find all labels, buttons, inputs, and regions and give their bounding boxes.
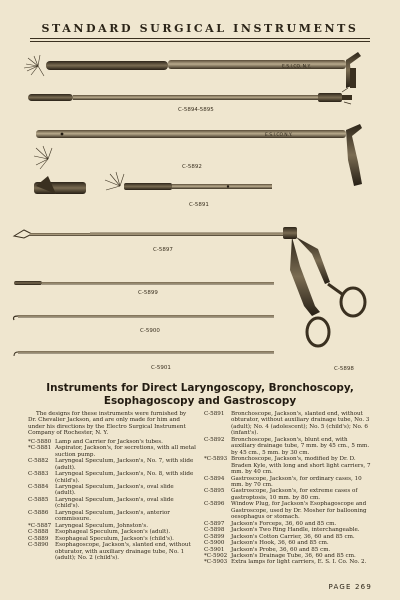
entry-code: C-5882 [28, 458, 49, 465]
entry-description: Laryngeal Speculum, Jackson's, oval slide (child's). [55, 496, 174, 510]
entry-code: C-5886 [28, 509, 49, 516]
entry-description: Jackson's Two Ring Handle, interchangeable. [231, 527, 360, 534]
label-c-5897: C-5897 [153, 247, 173, 253]
entry-code: C-5890 [28, 542, 49, 549]
catalog-entry [204, 476, 372, 489]
forceps-drawing [14, 227, 365, 346]
catalog-entry [204, 437, 372, 456]
label-c-5891: C-5891 [189, 202, 209, 208]
entry-code: *C-5893 [204, 456, 228, 463]
entry-code: *C-5881 [28, 445, 52, 452]
catalog-entry [28, 510, 196, 523]
label-c-5899: C-5899 [138, 290, 158, 296]
entry-code: C-5888 [28, 529, 49, 536]
catalog-entry [28, 458, 196, 471]
label-c-5894-5895: C-5894-5895 [178, 107, 214, 113]
entry-description: Jackson's Cotton Carrier, 36, 60 and 85 cm. [231, 533, 355, 540]
intro-paragraph: The designs for these instruments were furnished by Dr. Chevalier Jackson, and are only made for him and under his directions by the Electro Surgical Instrument Company of Rochester, N. Y. [28, 411, 187, 437]
entry-description: Bronchoscope, Jackson's, modified by Dr. D. Braden Kyle, with long and short light carriers, 7 mm. by 40 cm. [231, 456, 371, 476]
entry-code: *C-5880 [28, 438, 52, 445]
entry-description: Bronchoscope, Jackson's, slanted end, without obturator, without auxiliary drainage tube, No. 3 (adult); No. 4 (adolescent); No. 5 (child's); No. 6 (infant's). [231, 411, 370, 437]
entry-code: C-5898 [204, 527, 225, 534]
entry-description: Gastroscope, Jackson's, for extreme cases of gastroptosis, 10 mm. by 80 cm. [231, 488, 358, 501]
entry-code: C-5891 [204, 411, 225, 417]
entry-description: Jackson's Probe, 36, 60 and 85 cm. [231, 546, 331, 553]
plate-engraving: E.S.I.CO.N.Y. [265, 133, 293, 138]
entry-code: C-5889 [28, 535, 49, 542]
header-rule-thin [30, 41, 370, 42]
page-number: PAGE 269 [328, 583, 372, 591]
entry-description: Jackson's Hook, 36, 60 and 85 cm. [231, 540, 329, 547]
entry-code: C-5894 [204, 475, 225, 482]
hook-drawing [14, 315, 275, 320]
plate-engraving: E.S.I.CO. N.Y. [282, 64, 311, 70]
entry-code: C-5897 [204, 520, 225, 527]
catalog-entry [28, 542, 196, 561]
right-column [204, 411, 372, 566]
label-c-5892: C-5892 [182, 164, 202, 170]
entry-description: Window Plug, for Jackson's Esophagoscope and Gastroscope, used by Dr. Mosher for ballooning oesophagus or stomach. [231, 501, 367, 521]
entry-description: Laryngeal Speculum, Jackson's, No. 7, with slide (adult). [55, 458, 194, 471]
catalog-entry [28, 471, 196, 484]
section-title: Instruments for Direct Laryngoscopy, Bronchoscopy, Esophagoscopy and Gastroscopy [46, 382, 354, 407]
entry-description: Jackson's Forceps, 36, 60 and 85 cm. [231, 520, 337, 527]
entry-description: Laryngeal Speculum, Jackson's, anterior commissure. [55, 509, 170, 523]
entry-description: Esophageal Speculum, Jackson's (adult). [55, 529, 171, 536]
entry-description: Gastroscope, Jackson's, for ordinary cases, 10 mm. by 70 cm. [231, 475, 362, 488]
entry-code: C-5896 [204, 501, 225, 508]
entry-code: C-5900 [204, 540, 225, 547]
label-c-5901: C-5901 [151, 365, 171, 371]
entry-code: C-5901 [204, 546, 225, 553]
header-rule [30, 38, 370, 39]
entry-description: Extra lamps for light carriers, E. S. I. Co. No. 2. [231, 559, 367, 566]
entry-code: C-5899 [204, 533, 225, 540]
small-instruments-drawing [34, 146, 272, 194]
entry-code: *C-5902 [204, 552, 228, 559]
catalog-entry [204, 488, 372, 501]
entry-code: C-5892 [204, 436, 225, 443]
catalog-entry [28, 484, 196, 497]
label-c-5898: C-5898 [334, 366, 354, 372]
entry-description: Esophagoscope, Jackson's, slanted end, without obturator, with auxiliary drainage tube, No. 1 (adult); No. 2 (child's). [55, 542, 191, 561]
catalog-entry [28, 497, 196, 510]
entry-code: *C-5903 [204, 559, 228, 566]
gastroscope-drawing [24, 52, 361, 104]
probe-drawing [14, 351, 274, 356]
catalog-entry [28, 445, 196, 458]
entry-description: Aspirator, Jackson's, for secretions, with all metal suction pump. [55, 445, 196, 458]
entry-code: C-5895 [204, 488, 225, 495]
left-column [28, 411, 196, 561]
entry-description: Bronchoscope, Jackson's, blunt end, with auxiliary drainage tube, 7 mm. by 45 cm., 5 mm. by 45 cm., 5 mm. by 30 cm. [231, 436, 370, 456]
entry-code: *C-5887 [28, 522, 52, 529]
catalog-entry [204, 456, 372, 475]
page-header: STANDARD SURGICAL INSTRUMENTS [41, 22, 359, 35]
cotton-carrier-drawing [14, 281, 274, 285]
entry-code: C-5885 [28, 496, 49, 503]
entry-description: Esophageal Speculum, Jackson's (child's). [55, 535, 174, 542]
catalog-entry [204, 411, 372, 437]
entry-code: C-5884 [28, 483, 49, 490]
entry-code: C-5883 [28, 471, 49, 478]
entry-description: Laryngeal Speculum, Jackson's, No. 8, with slide (child's). [55, 471, 194, 484]
right-entry-list [204, 411, 372, 566]
instrument-illustration [0, 44, 400, 379]
bronchoscope-drawing [36, 124, 362, 186]
entry-description: Laryngeal Speculum, Johnston's. [55, 522, 149, 529]
catalog-entry [204, 559, 372, 565]
catalog-entry [204, 501, 372, 520]
entry-description: Laryngeal Speculum, Jackson's, oval slide (adult). [55, 483, 174, 497]
left-entry-list [28, 439, 196, 562]
instrument-plate [0, 44, 400, 379]
label-c-5900: C-5900 [140, 328, 160, 334]
entry-description: Jackson's Drainage Tube, 36, 60 and 85 cm. [231, 552, 356, 559]
entry-description: Lamp and Carrier for Jackson's tubes. [55, 438, 163, 445]
